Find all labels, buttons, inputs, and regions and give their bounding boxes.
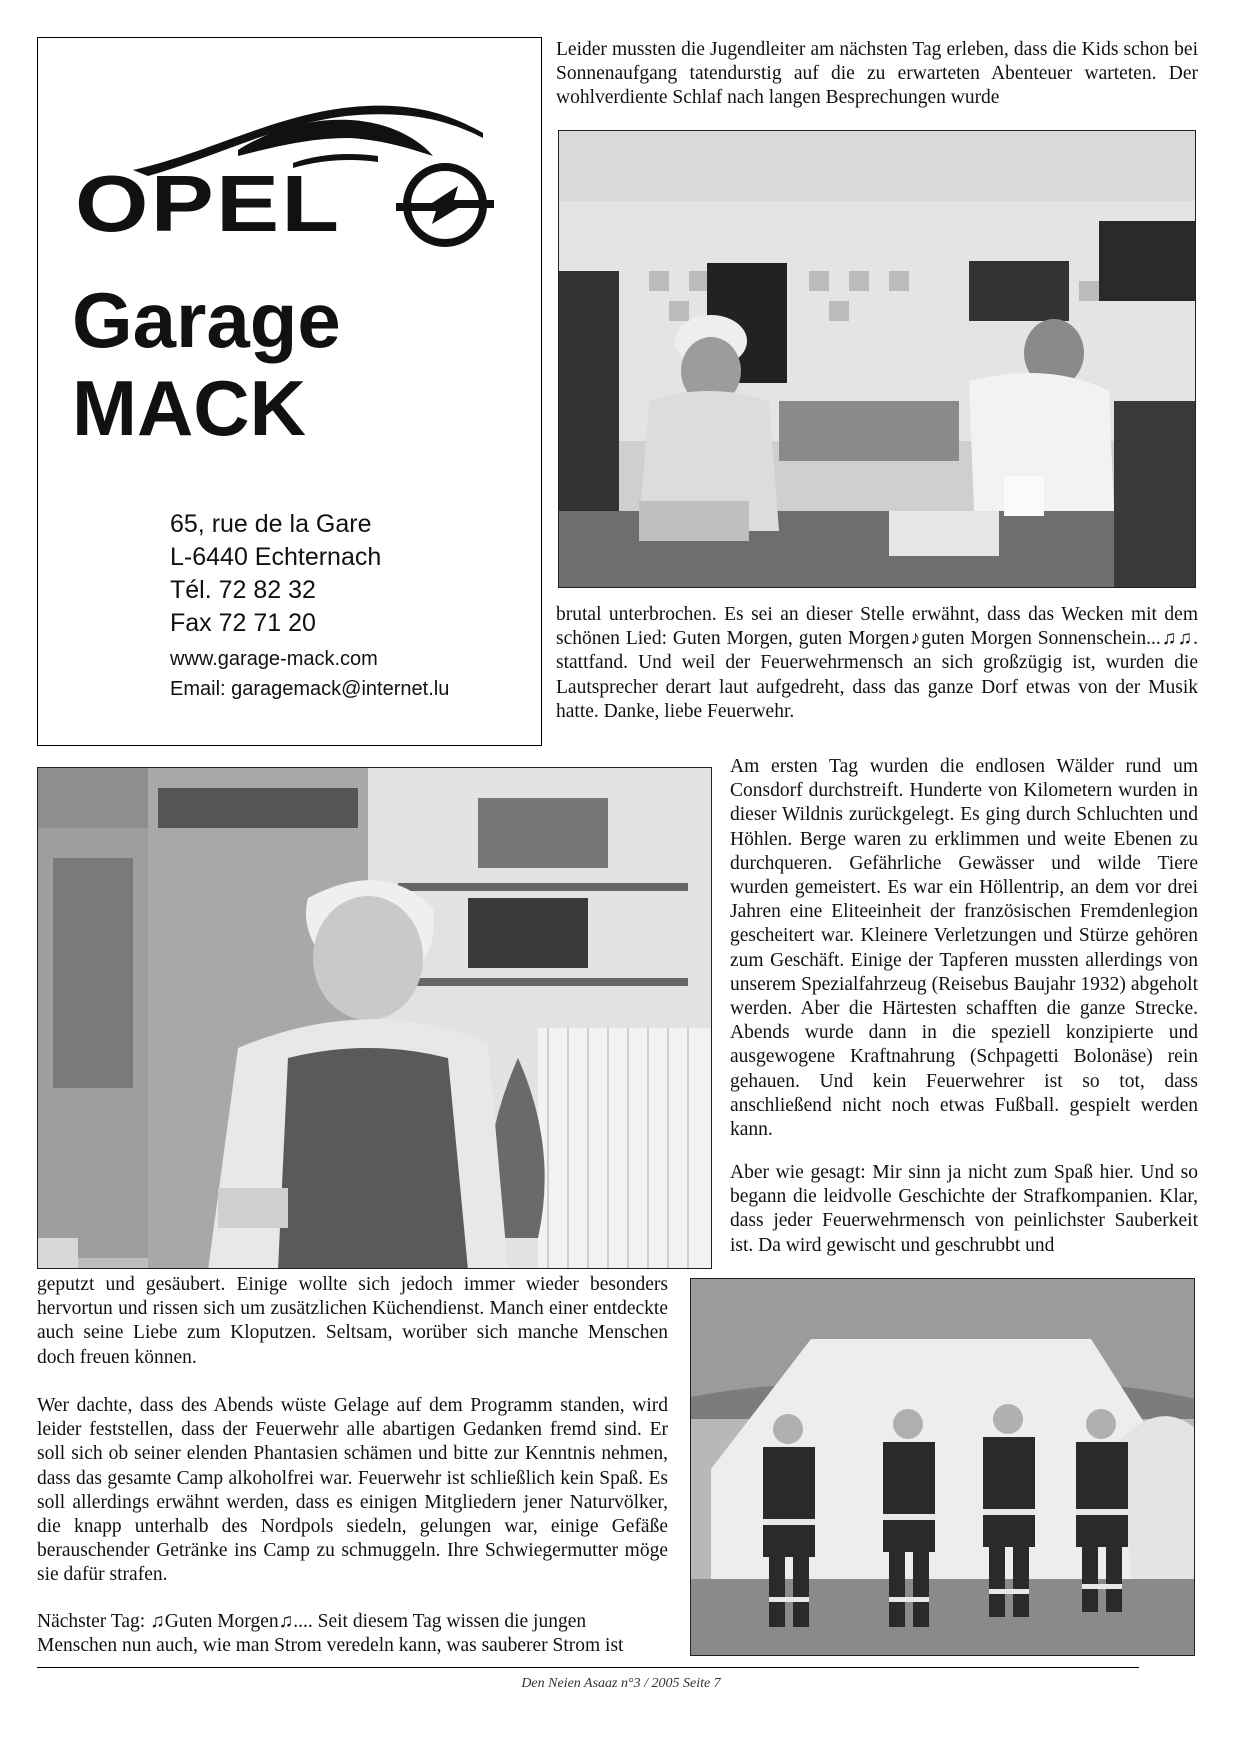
ad-city: L-6440 Echternach (170, 543, 382, 571)
article-paragraph-2: brutal unterbrochen. Es sei an dieser Stelle erwähnt, dass das Wecken mit dem schönen Lied: Guten Morgen, guten Morgen♪guten Morgen Sonnenschein...♫♫. stattfand. Und weil der Feuerwehrmensch an sich großzügig ist, wurden die Lautsprecher derart laut aufgedreht, dass das ganze Dorf etwas von der Musik hatte. Danke, liebe Feuerwehr. (556, 604, 1198, 722)
footer-rule (37, 1667, 1139, 1668)
ad-street: 65, rue de la Gare (170, 510, 372, 538)
article-paragraph-4: Aber wie gesagt: Mir sinn ja nicht zum Spaß hier. Und so begann die leidvolle Geschichte der Strafkompanien. Klar, dass jeder Feuerwehrmensch von peinlichster Sauberkeit ist. Da wird gewischt und geschrubbt und (730, 1162, 1198, 1256)
page-footer: Den Neien Asaaz n°3 / 2005 Seite 7 (521, 1676, 721, 1691)
ad-website[interactable]: www.garage-mack.com (170, 648, 378, 670)
opel-wordmark: OPEL (75, 159, 342, 248)
opel-blitz-icon (396, 156, 494, 254)
kitchen-cooks-photo (558, 130, 1196, 588)
ad-fax: Fax 72 71 20 (170, 609, 316, 637)
article-paragraph-5: geputzt und gesäubert. Einige wollte sich jedoch immer wieder besonders hervortun und rissen sich um zusätzlichen Küchendienst. Manch einer entdeckte auch seine Liebe zum Kloputzen. Seltsam, worüber sich manche Menschen doch freuen können. (37, 1274, 668, 1368)
article-paragraph-7: Nächster Tag: ♫Guten Morgen♫.... Seit diesem Tag wissen die jungen Menschen nun auch, wie man Strom veredeln kann, was sauberer Strom ist (37, 1611, 624, 1657)
kitchen-woman-photo (37, 767, 712, 1269)
ad-telephone: Tél. 72 82 32 (170, 576, 316, 604)
article-paragraph-1: Leider mussten die Jugendleiter am nächsten Tag erleben, dass die Kids schon bei Sonnenaufgang tatendurstig auf die zu erwarteten Abenteuer warteten. Der wohlverdiente Schlaf nach langen Besprechungen wurde (556, 39, 1198, 109)
firefighters-tent-photo (690, 1278, 1195, 1656)
article-paragraph-6: Wer dachte, dass des Abends wüste Gelage auf dem Programm standen, wird leider feststellen, dass der Feuerwehr alle abartigen Gedanken fremd sind. Er soll sich ob seiner elenden Phantasien schämen und bitte zur Kenntnis nehmen, dass das gesamte Camp alkoholfrei war. Feuerwehr ist schließlich kein Spaß. Es soll allerdings erwähnt werden, dass es einigen Mitgliedern jener Naturvölker, die knapp unterhalb des Nordpols siedeln, gelungen war, einige Gefäße berauschender Getränke ins Camp zu schmuggeln. Ihre Schwiegermutter möge sie dafür strafen. (37, 1395, 668, 1586)
ad-email[interactable]: Email: garagemack@internet.lu (170, 678, 450, 700)
article-paragraph-3: Am ersten Tag wurden die endlosen Wälder rund um Consdorf durchstreift. Hunderte von Kilometern wurden in dieser Wildnis zurückgelegt. Es ging durch Schluchten und Höhlen. Berge waren zu erklimmen und weite Ebenen zu durchqueren. Gefährliche Gewässer und wilde Tiere wurden gemeistert. Es war ein Höllentrip, an dem vor drei Jahren eine Eliteeinheit der französischen Fremdenlegion gescheitert war. Kleinere Verletzungen und Stürze gehören zum Geschäft. Einige der Tapferen mussten allerdings von unserem Spezialfahrzeug (Reisebus Baujahr 1932) abgeholt werden. Aber die Härtesten schafften die ganze Strecke. Abends wurde dann in die speziell konzipierte und ausgewogene Kraftnahrung (Schpagetti Bolonäse) rein gehauen. Und kein Feuerwehrer ist so tot, dass anschließend nicht noch etwas Fußball. gespielt werden kann. (730, 756, 1198, 1141)
garage-mack-advertisement (37, 37, 542, 746)
ad-address-block (170, 508, 381, 640)
ad-title-garage: Garage (72, 276, 341, 364)
ad-title-mack: MACK (72, 364, 306, 452)
